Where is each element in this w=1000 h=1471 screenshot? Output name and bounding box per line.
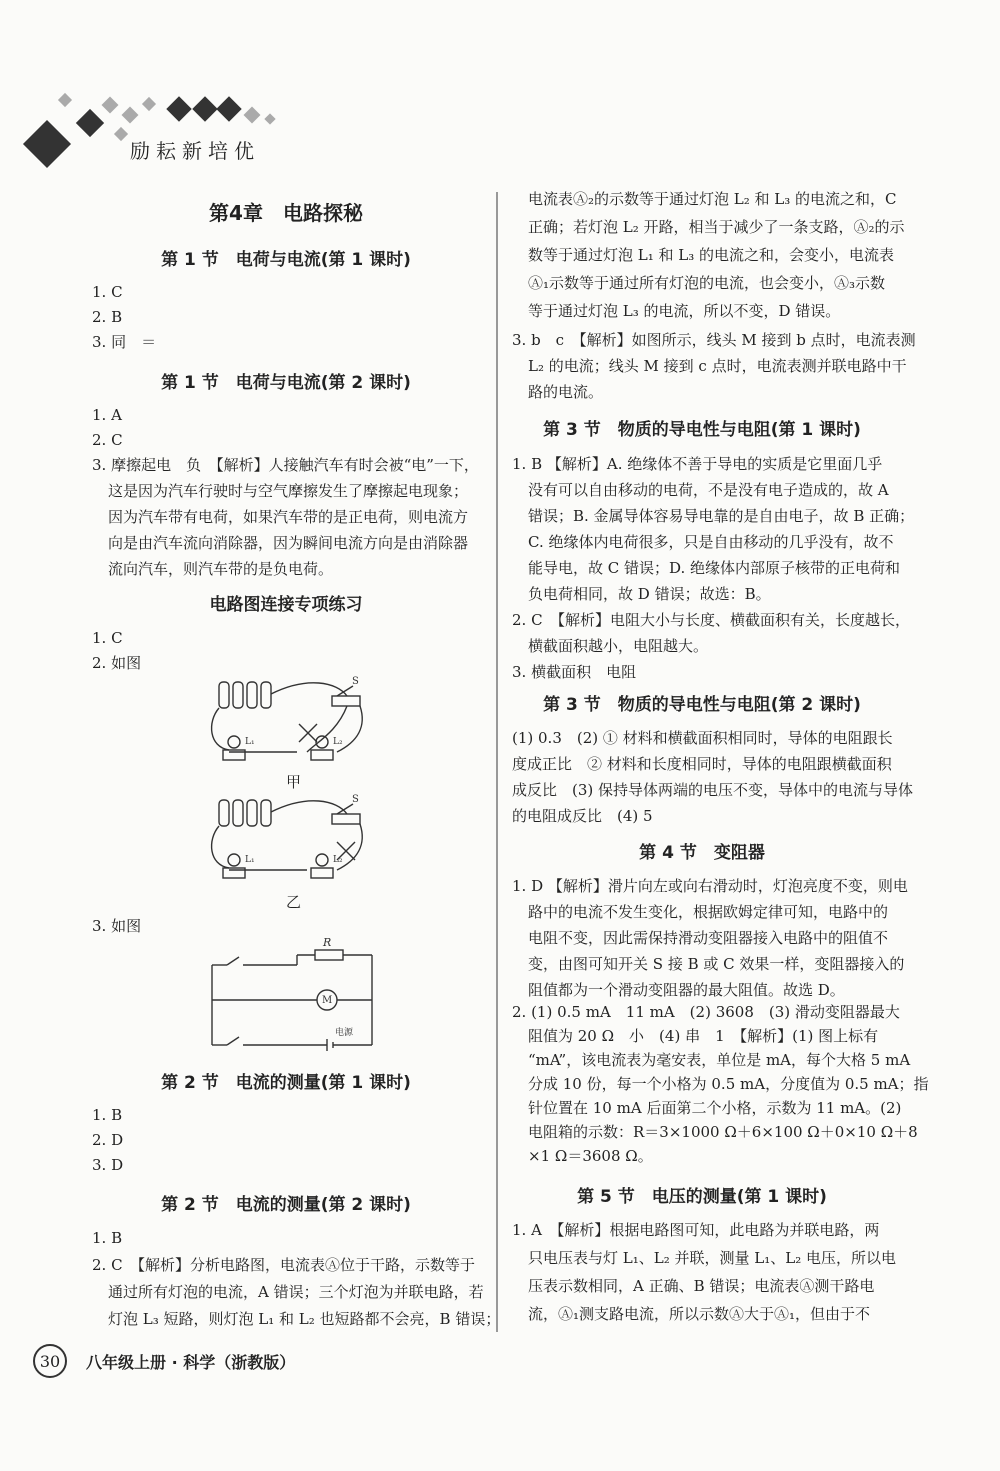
answer-line: 能导电，故 C 错误；D. 绝缘体内部原子核带的正电荷和 bbox=[528, 559, 901, 577]
answer-line: “mA”，该电流表为毫安表，单位是 mA，每个大格 5 mA bbox=[528, 1051, 911, 1069]
answer-line: 阻值都为一个滑动变阻器的最大阻值。故选 D。 bbox=[528, 981, 845, 999]
label-r: R bbox=[323, 936, 332, 949]
answer-line: 3. D bbox=[92, 1156, 124, 1174]
figure-caption-jia: 甲 bbox=[286, 773, 302, 791]
label-s: S bbox=[352, 794, 359, 805]
answer-line: 向是由汽车流向消除器，因为瞬间电流方向是由消除器 bbox=[108, 534, 469, 552]
page-number: 30 bbox=[39, 1352, 61, 1371]
answer-line: 因为汽车带有电荷，如果汽车带的是正电荷，则电流方 bbox=[108, 508, 469, 526]
answer-line: 1. A bbox=[92, 406, 122, 424]
label-source: 电源 bbox=[335, 1028, 354, 1038]
answer-line: Ⓐ₁示数等于通过所有灯泡的电流，也会变小，Ⓐ₃示数 bbox=[528, 274, 886, 292]
section-title-2: 第 1 节 电荷与电流(第 2 课时) bbox=[161, 373, 411, 393]
page-number-badge bbox=[30, 1344, 70, 1378]
section-title-1: 第 1 节 电荷与电流(第 1 课时) bbox=[161, 250, 411, 270]
answer-line: 的电阻成反比 (4) 5 bbox=[512, 807, 653, 825]
label-s: S bbox=[352, 676, 359, 687]
answer-line: 3. 横截面积 电阻 bbox=[512, 663, 637, 681]
answer-line: 3. 如图 bbox=[92, 917, 142, 935]
answer-line: 通过所有灯泡的电流，A 错误；三个灯泡为并联电路，若 bbox=[108, 1283, 484, 1301]
answer-line: 2. D bbox=[92, 1131, 124, 1149]
answer-line: 2. C 【解析】电阻大小与长度、横截面积有关，长度越长， bbox=[512, 611, 911, 629]
answer-line: 2. C bbox=[92, 431, 123, 449]
answer-line: 1. D 【解析】滑片向左或向右滑动时，灯泡亮度不变，则电 bbox=[512, 877, 908, 895]
section-title-4: 第 2 节 电流的测量(第 1 课时) bbox=[161, 1073, 411, 1093]
answer-line: 灯泡 L₃ 短路，则灯泡 L₁ 和 L₂ 也短路都不会亮，B 错误； bbox=[108, 1310, 501, 1328]
answer-line: 负电荷相同，故 D 错误；故选：B。 bbox=[528, 585, 771, 603]
column-divider bbox=[496, 192, 498, 1332]
answer-line: 等于通过灯泡 L₃ 的电流，所以不变，D 错误。 bbox=[528, 302, 841, 320]
answer-line: 3. 同 ＝ bbox=[92, 333, 157, 351]
answer-line: 成反比 (3) 保持导体两端的电压不变，导体中的电流与导体 bbox=[512, 781, 914, 799]
label-l2: L₂ bbox=[333, 737, 343, 747]
answer-line: 只电压表与灯 L₁、L₂ 并联，测量 L₁、L₂ 电压，所以电 bbox=[528, 1249, 896, 1267]
book-title: 八年级上册 · 科学（浙教版） bbox=[86, 1353, 296, 1372]
answer-line: 2. C 【解析】分析电路图，电流表Ⓐ位于干路，示数等于 bbox=[92, 1256, 476, 1274]
answer-line: 横截面积越小，电阻越大。 bbox=[528, 637, 709, 655]
circuit-figure-3 bbox=[207, 935, 377, 1055]
answer-line: 2. B bbox=[92, 308, 123, 326]
answer-line: (1) 0.3 (2) ① 材料和横截面积相同时，导体的电阻跟长 bbox=[512, 729, 893, 747]
answer-line: 3. 摩擦起电 负 【解析】人接触汽车有时会被“电”一下， bbox=[92, 456, 479, 474]
answer-line: 分成 10 份，每一个小格为 0.5 mA，分度值为 0.5 mA；指 bbox=[528, 1075, 929, 1093]
section-title-5: 第 2 节 电流的测量(第 2 课时) bbox=[161, 1195, 411, 1215]
answer-line: 针位置在 10 mA 后面第二个小格，示数为 11 mA。(2) bbox=[528, 1099, 902, 1117]
answer-line: 压表示数相同，A 正确、B 错误；电流表Ⓐ测干路电 bbox=[528, 1277, 875, 1295]
label-l1: L₁ bbox=[245, 855, 255, 865]
answer-line: 1. B bbox=[92, 1229, 123, 1247]
answer-line: 3. b c 【解析】如图所示，线头 M 接到 b 点时，电流表测 bbox=[512, 331, 916, 349]
section-title-3: 电路图连接专项练习 bbox=[209, 595, 363, 615]
answer-line: 2. 如图 bbox=[92, 654, 142, 672]
answer-line: 流，Ⓐ₁测支路电流，所以示数Ⓐ大于Ⓐ₁，但由于不 bbox=[528, 1305, 871, 1323]
answer-line: 1. A 【解析】根据电路图可知，此电路为并联电路，两 bbox=[512, 1221, 880, 1239]
section-title-6: 第 3 节 物质的导电性与电阻(第 1 课时) bbox=[543, 420, 861, 440]
answer-line: 1. B bbox=[92, 1106, 123, 1124]
answer-line: 电阻箱的示数：R＝3×1000 Ω＋6×100 Ω＋0×10 Ω＋8 bbox=[528, 1123, 918, 1141]
answer-line: 阻值为 20 Ω 小 (4) 串 1 【解析】(1) 图上标有 bbox=[528, 1027, 879, 1045]
answer-line: L₂ 的电流；线头 M 接到 c 点时，电流表测并联电路中干 bbox=[528, 357, 907, 375]
answer-line: 1. B 【解析】A. 绝缘体不善于导电的实质是它里面几乎 bbox=[512, 455, 883, 473]
answer-line: 数等于通过灯泡 L₁ 和 L₃ 的电流之和，会变小，电流表 bbox=[528, 246, 895, 264]
circuit-figure-jia bbox=[207, 672, 377, 772]
circuit-figure-yi bbox=[207, 790, 377, 890]
answer-line: 度成正比 ② 材料和长度相同时，导体的电阻跟横截面积 bbox=[512, 755, 892, 773]
label-l2: L₂ bbox=[333, 855, 343, 865]
answer-line: 1. C bbox=[92, 629, 123, 647]
chapter-title: 第4章 电路探秘 bbox=[209, 201, 363, 225]
answer-line: 正确；若灯泡 L₂ 开路，相当于减少了一条支路，Ⓐ₂的示 bbox=[528, 218, 905, 236]
answer-line: 电流表Ⓐ₂的示数等于通过灯泡 L₂ 和 L₃ 的电流之和，C bbox=[528, 190, 897, 208]
answer-line: 2. (1) 0.5 mA 11 mA (2) 3608 (3) 滑动变阻器最大 bbox=[512, 1003, 900, 1021]
answer-line: 错误；B. 金属导体容易导电靠的是自由电子，故 B 正确； bbox=[528, 507, 915, 525]
motor-symbol-icon: M bbox=[322, 995, 333, 1006]
section-title-9: 第 5 节 电压的测量(第 1 课时) bbox=[577, 1187, 827, 1207]
figure-caption-yi: 乙 bbox=[286, 893, 302, 911]
answer-line: ×1 Ω＝3608 Ω。 bbox=[528, 1147, 653, 1165]
answer-line: C. 绝缘体内电荷很多，只是自由移动的几乎没有，故不 bbox=[528, 533, 894, 551]
section-title-7: 第 3 节 物质的导电性与电阻(第 2 课时) bbox=[543, 695, 861, 715]
answer-line: 这是因为汽车行驶时与空气摩擦发生了摩擦起电现象； bbox=[108, 482, 469, 500]
answer-line: 没有可以自由移动的电荷，不是没有电子造成的，故 A bbox=[528, 481, 889, 499]
answer-line: 变，由图可知开关 S 接 B 或 C 效果一样，变阻器接入的 bbox=[528, 955, 905, 973]
answer-line: 路中的电流不发生变化，根据欧姆定律可知，电路中的 bbox=[528, 903, 889, 921]
label-l1: L₁ bbox=[245, 737, 255, 747]
answer-line: 电阻不变，因此需保持滑动变阻器接入电路中的阻值不 bbox=[528, 929, 889, 947]
answer-line: 1. C bbox=[92, 283, 123, 301]
brand-name: 励耘新培优 bbox=[130, 139, 260, 163]
answer-line: 路的电流。 bbox=[528, 383, 604, 401]
answer-line: 流向汽车，则汽车带的是负电荷。 bbox=[108, 560, 334, 578]
section-title-8: 第 4 节 变阻器 bbox=[639, 843, 765, 863]
